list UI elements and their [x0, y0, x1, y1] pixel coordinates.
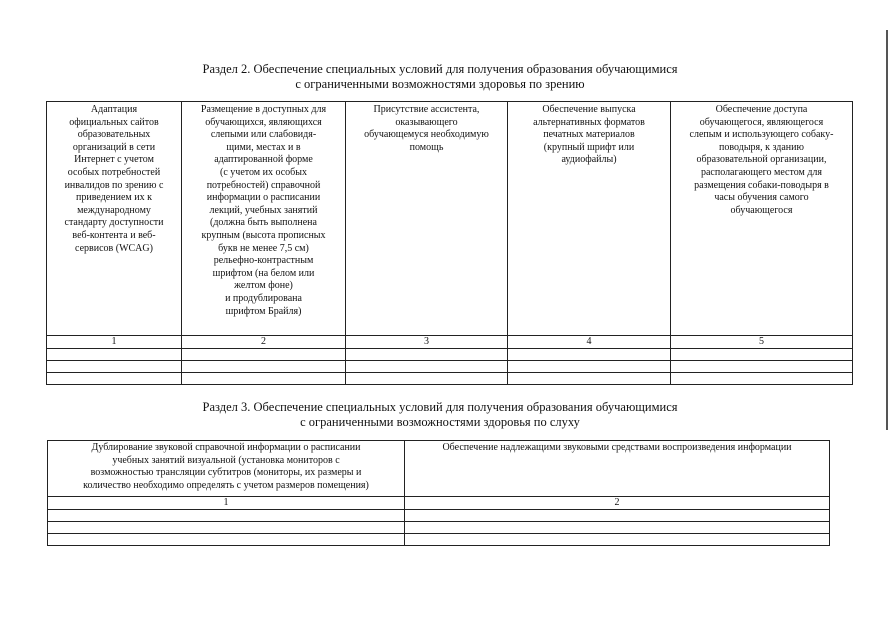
section-3-col-1-header: Дублирование звуковой справочной информации о расписании учебных занятий визуальной (установка мониторов с возможностью трансляции субтитров (мониторы, их размеры и количество необходимо определять с учетом размеров помещения) [83, 442, 369, 491]
section-2-col-4-header: Обеспечение выпуска альтернативных форматов печатных материалов (крупный шрифт или аудиофайлы) [533, 104, 645, 166]
section-2-col-5-number: 5 [671, 336, 853, 349]
section-3-col-1-number: 1 [48, 497, 405, 510]
section-2-col-2-number: 2 [182, 336, 346, 349]
section-3-number-row [48, 497, 830, 510]
section-2-header-row [47, 102, 853, 336]
section-2-col-4-number: 4 [508, 336, 671, 349]
section-2-title [0, 62, 880, 92]
section-2-col-2-header: Размещение в доступных для обучающихся, являющихся слепыми или слабовидя- щими, местах и в адаптированной форме (с учетом их особых потребностей) справочной информации о расписании лекций, учебных занятий (должна быть выполнена крупным (высота прописных букв не менее 7,5 см) рельефно-контрастным шрифтом (на белом или желтом фоне) и продублирована шрифтом Брайля) [200, 104, 327, 317]
section-2-col-5-header: Обеспечение доступа обучающегося, являющегося слепым и использующего собаку- поводыря, к зданию образовательной организации, располагающего местом для размещения собаки-поводыря в часы обучения самого обучающегося [689, 104, 834, 216]
scan-edge-line [886, 30, 888, 430]
section-3-title [0, 400, 880, 430]
section-3-title-line-2: с ограниченными возможностями здоровья по слуху [300, 415, 580, 429]
section-3-col-2-number: 2 [405, 497, 830, 510]
section-2-title-line-2: с ограниченными возможностями здоровья по зрению [295, 77, 585, 91]
section-3-header-row [48, 441, 830, 497]
section-2-title-line-1: Раздел 2. Обеспечение специальных условий для получения образования обучающимися [202, 62, 678, 76]
section-3-blank-row [48, 510, 830, 522]
section-2-table [46, 101, 853, 385]
section-3-blank-row [48, 522, 830, 534]
section-3-col-2-header: Обеспечение надлежащими звуковыми средствами воспроизведения информации [442, 442, 792, 453]
section-2-col-3-header: Присутствие ассистента, оказывающего обучающемуся необходимую помощь [364, 104, 489, 153]
section-3-blank-row [48, 534, 830, 546]
section-2-col-3-number: 3 [346, 336, 508, 349]
section-3-table [47, 440, 830, 546]
section-2-blank-row [47, 349, 853, 361]
section-2-number-row [47, 336, 853, 349]
section-2-col-1-header: Адаптация официальных сайтов образовательных организаций в сети Интернет с учетом особых потребностей инвалидов по зрению с приведением их к международному стандарту доступности веб-контента и веб- сервисов (WCAG) [64, 104, 164, 254]
section-3-title-line-1: Раздел 3. Обеспечение специальных условий для получения образования обучающимися [202, 400, 678, 414]
section-2-blank-row [47, 373, 853, 385]
section-2-col-1-number: 1 [47, 336, 182, 349]
section-2-blank-row [47, 361, 853, 373]
